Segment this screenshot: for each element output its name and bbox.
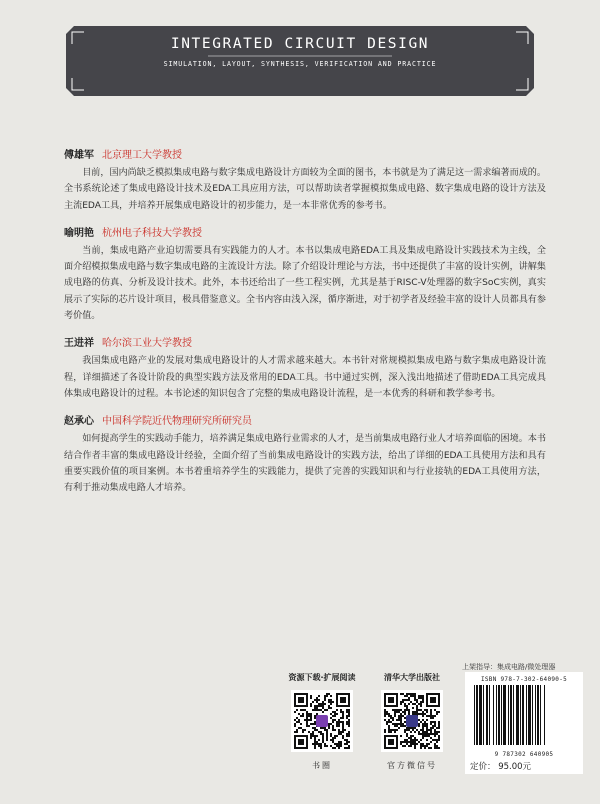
shelf-category: 上架指导：集成电路/微处理器 [462,663,556,671]
qr-resources [282,672,362,771]
reviewer-affiliation: 杭州电子科技大学教授 [102,227,202,239]
reviewer-affiliation: 中国科学院近代物理研究所研究员 [102,416,252,428]
banner-title: INTEGRATED CIRCUIT DESIGN [170,36,430,52]
reviewer-name: 王进祥 [64,338,94,350]
endorsements [64,148,546,508]
review-text: 如何提高学生的实践动手能力，培养满足集成电路行业需求的人才，是当前集成电路行业人才培养面临的困境。本书结合作者丰富的集成电路设计经验，全面介绍了当前集成电路设计的实践方法，给出了详细的EDA工具使用方法和具有重要实践价值的项目案例。本书着重培养学生的实践能力，提供了完善的实践知识和与行业接轨的EDA工具使用方法，有利于推动集成电路人才培养。 [64,434,546,494]
barcode-digits: 9 787302 640905 [494,751,554,758]
reviewer-affiliation: 北京理工大学教授 [102,150,182,161]
reviewer-line [64,148,546,164]
reviewer-name: 喻明艳 [64,227,94,239]
review-1 [64,148,546,214]
reviewer-line [64,336,546,352]
qr-wechat [372,672,452,771]
reviewer-name: 赵承心 [64,416,94,428]
review-3 [64,336,546,402]
reviewer-name: 傅雄军 [64,150,94,161]
isbn-label: ISBN 978-7-302-64090-5 [480,676,568,683]
reviewer-line [64,414,546,430]
review-text: 当前，集成电路产业迫切需要具有实践能力的人才。本书以集成电路EDA工具及集成电路设计实践技术为主线，全面介绍模拟集成电路与数字集成电路的主流设计方法。除了介绍设计理论与方法，书中还提供了丰富的设计实例，讲解集成电路的仿真、分析及设计技术。此外，本书还给出了一些工程实例，尤其是基于RISC-V处理器的数字SoC实例，真实展示了实际的芯片设计项目，极具借鉴意义。全书内容由浅入深，循序渐进，对于初学者及经验丰富的设计人员都具有参考价值。 [64,245,546,322]
reviewer-affiliation: 哈尔滨工业大学教授 [102,338,192,350]
qr-title: 清华大学出版社 [384,673,440,682]
review-text: 我国集成电路产业的发展对集成电路设计的人才需求越来越大。本书针对常规模拟集成电路与数字集成电路设计流程，详细描述了各设计阶段的典型实践方法及常用的EDA工具。书中通过实例，深入浅出地描述了借助EDA工具完成具体集成电路设计的过程。本书论述的知识包含了完整的集成电路设计流程，是一本优秀的科研和教学参考书。 [64,356,546,399]
review-text: 目前，国内尚缺乏模拟集成电路与数字集成电路设计方面较为全面的图书，本书就是为了满足这一需求编著而成的。全书系统论述了集成电路设计技术及EDA工具应用方法，可以帮助读者掌握模拟集成电路、数字集成电路的设计方法及主流EDA工具，并培养开展集成电路设计的初步能力，是一本非常优秀的参考书。 [64,168,546,211]
review-2 [64,226,546,324]
qr-code-icon[interactable] [291,690,353,752]
qr-code-icon[interactable] [381,690,443,752]
barcode-icon [470,683,578,747]
banner-subtitle: SIMULATION, LAYOUT, SYNTHESIS, VERIFICATION AND PRACTICE [163,60,437,68]
qr-title: 资源下载·扩展阅读 [288,673,356,682]
price-label: 定价： 95.00元 [470,762,532,772]
qr-caption: 官方微信号 [387,761,437,770]
qr-caption: 书圈 [312,761,332,770]
review-4 [64,414,546,496]
reviewer-line [64,226,546,242]
title-banner [66,26,534,96]
isbn-barcode [465,672,583,774]
